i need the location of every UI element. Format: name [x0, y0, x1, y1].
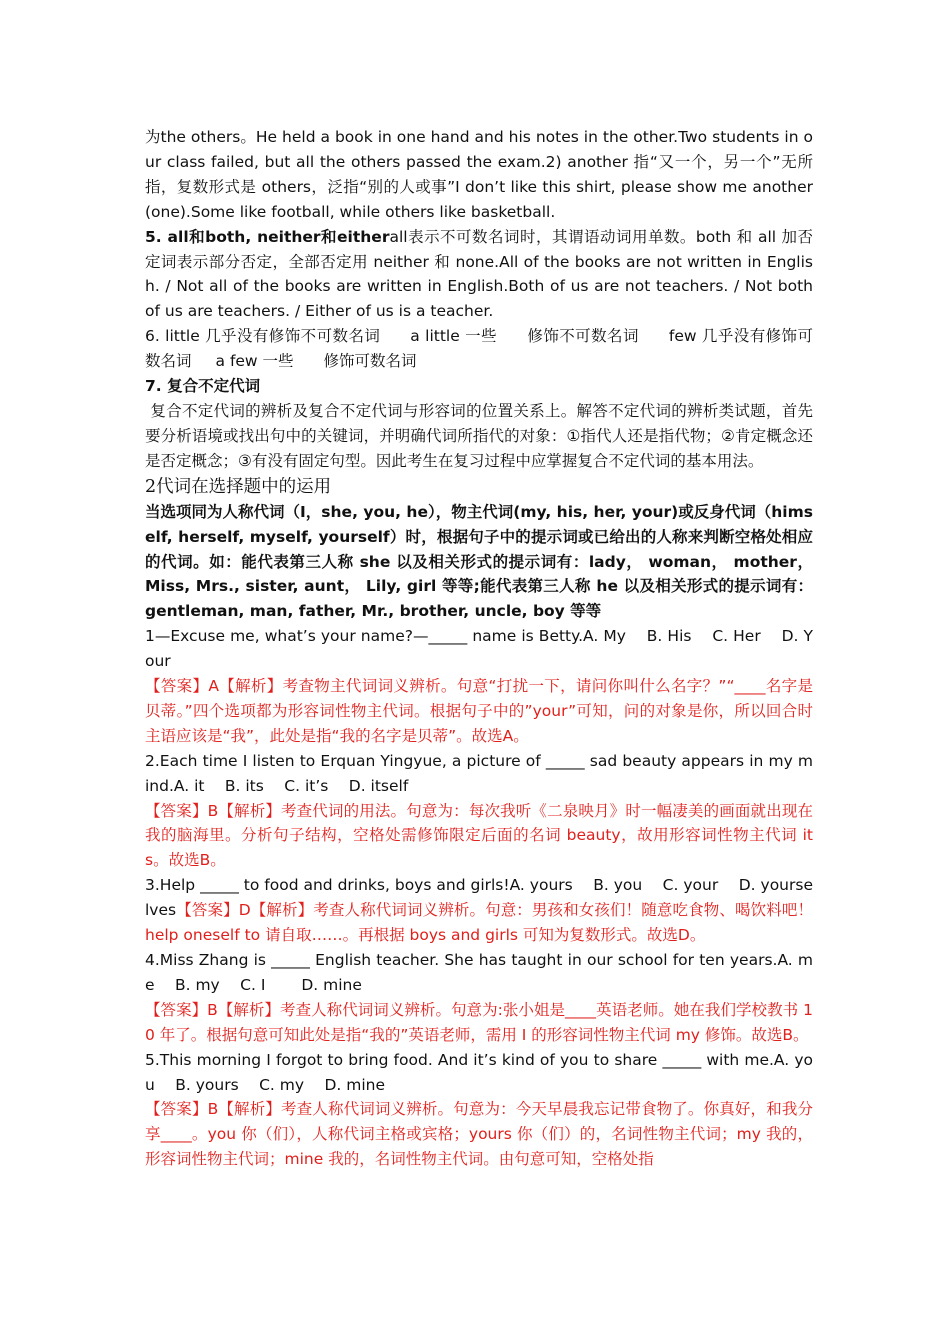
answer-4: 【答案】B【解析】考查人称代词词义辨析。句意为:张小姐是____英语老师。她在我们学校教书 10 年了。根据句意可知此处是指“我的”英语老师，需用 I 的形容词性物主代词 my 修饰。故选B。: [145, 1000, 813, 1044]
question-2: 2.Each time I listen to Erquan Yingyue, a picture of _____ sad beauty appears in my mind.A. it B. its C. it’s D. itself: [145, 751, 813, 795]
subheading-pronoun-usage: 2代词在选择题中的运用: [145, 476, 332, 497]
little-text: 6. little 几乎没有修饰不可数名词: [145, 327, 381, 346]
section-heading-5: 5. all和both, neither和either: [145, 227, 390, 246]
section-heading-7: 7. 复合不定代词: [145, 377, 261, 396]
paragraph-all-both: [145, 225, 813, 325]
question-3-text: 3.Help _____ to food and drinks, boys and girls!A. yours B. you C. your D. yourselves: [145, 876, 813, 920]
question-1: 1—Excuse me, what’s your name?—_____ name is Betty.A. My B. His C. Her D. Your: [145, 627, 813, 671]
paragraph-rule: 当选项同为人称代词（I，she, you, he），物主代词(my, his, her, your)或反身代词（himself, herself, myself, yourself）时，根据句子中的提示词或已给出的人称来判断空格处相应的代词。如：能代表第三人称 she 以及相关形式的提示词有：lady， woman， mother， Miss, Mrs., sister, aunt， Lily, girl 等等;能代表第三人称 he 以及相关形式的提示词有：gentleman, man, father, Mr., brother, uncle, boy 等等: [145, 502, 813, 621]
a-little-usage: 修饰不可数名词: [526, 327, 639, 346]
answer-1: 【答案】A【解析】考查物主代词词义辨析。句意“打扰一下，请问你叫什么名字？”“____名字是贝蒂。”四个选项都为形容词性物主代词。根据句子中的”your”可知，问的对象是你，所以回合时主语应该是“我”，此处是指“我的名字是贝蒂”。故选A。: [145, 677, 813, 745]
section-body-5: all表示不可数名词时，其谓语动词用单数。both 和 all 加否定词表示部分否定，全部否定用 neither 和 none.All of the books are not written in English. / Not all of the books are written in English.Both of us are not teachers. / Not both of us are teachers. / Either of us is a teacher.: [145, 227, 813, 321]
paragraph-others-another: 为the others。He held a book in one hand and his notes in the other.Two students in our class failed, but all the others passed the exam.2) another 指“又一个，另一个”无所指，复数形式是 others，泛指“别的人或事”I don’t like this shirt, please show me another (one).Some like football, while others like basketball.: [145, 128, 813, 221]
a-few-text: a few 一些: [215, 352, 294, 371]
a-few-usage: 修饰可数名词: [323, 352, 417, 371]
paragraph-compound-pronouns: 复合不定代词的辨析及复合不定代词与形容词的位置关系上。解答不定代词的辨析类试题，首先要分析语境或找出句中的关键词，并明确代词所指代的对象：①指代人还是指代物；②肯定概念还是否定概念；③有没有固定句型。因此考生在复习过程中应掌握复合不定代词的基本用法。: [145, 401, 813, 470]
few-text: few 几乎没有修饰可数名词: [145, 327, 813, 371]
document-body: [145, 125, 813, 1172]
a-little-text: a little 一些: [410, 327, 497, 346]
question-5: 5.This morning I forgot to bring food. And it’s kind of you to share _____ with me.A. you B. yours C. my D. mine: [145, 1050, 813, 1094]
answer-2: 【答案】B【解析】考查代词的用法。句意为：每次我听《二泉映月》时一幅凄美的画面就出现在我的脑海里。分析句子结构，空格处需修饰限定后面的名词 beauty，故用形容词性物主代词 its。故选B。: [145, 801, 813, 870]
answer-3: 【答案】D【解析】考查人称代词词义辨析。句意：男孩和女孩们！随意吃食物、喝饮料吧！help oneself to 请自取……。再根据 boys and girls 可知为复数形式。故选D。: [145, 901, 813, 945]
question-4: 4.Miss Zhang is _____ English teacher. She has taught in our school for ten years.A. me B. my C. I D. mine: [145, 951, 813, 994]
paragraph-little-few: [145, 324, 813, 374]
question-3: [145, 873, 813, 948]
answer-5: 【答案】B【解析】考查人称代词词义辨析。句意为：今天早晨我忘记带食物了。你真好，和我分享____。you 你（们），人称代词主格或宾格；yours 你（们）的，名词性物主代词；my 我的，形容词性物主代词；mine 我的，名词性物主代词。由句意可知，空格处指: [145, 1100, 813, 1169]
